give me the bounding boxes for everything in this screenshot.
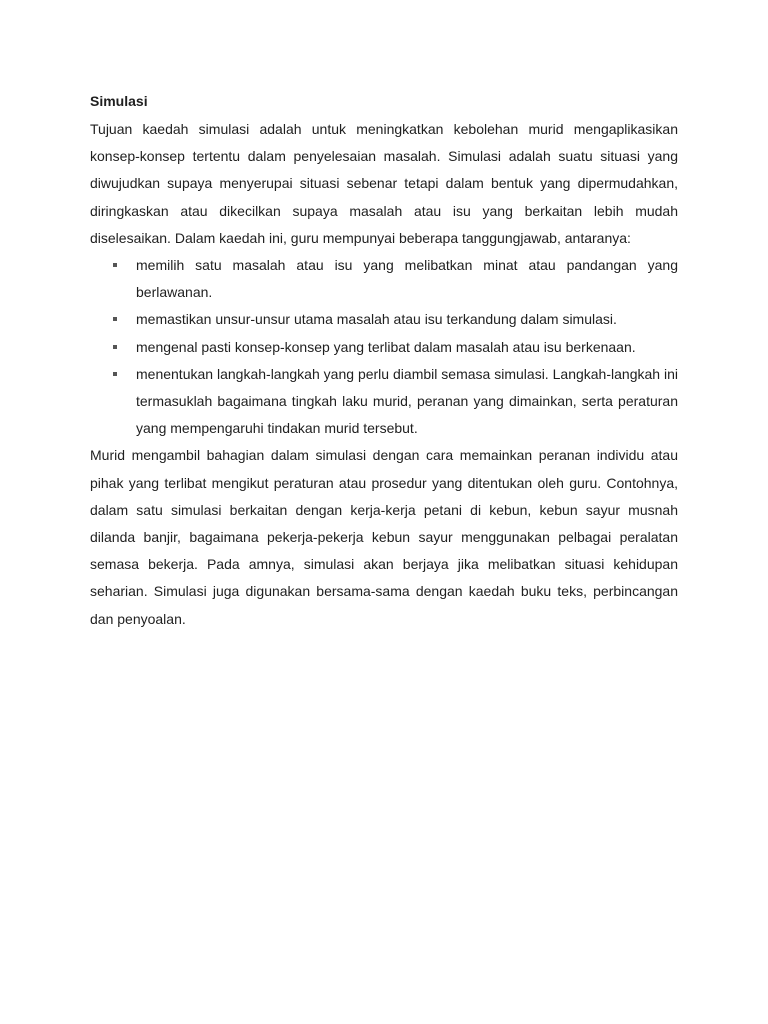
document-page (90, 88, 678, 633)
closing-paragraph: Murid mengambil bahagian dalam simulasi dengan cara memainkan peranan individu atau pihak yang terlibat mengikut peraturan atau prosedur yang ditentukan oleh guru. Contohnya, dalam satu simulasi berkaitan dengan kerja-kerja petani di kebun, kebun sayur musnah dilanda banjir, bagaimana pekerja-pekerja kebun sayur menggunakan pelbagai peralatan semasa bekerja. Pada amnya, simulasi akan berjaya jika melibatkan situasi kehidupan seharian. Simulasi juga digunakan bersama-sama dengan kaedah buku teks, perbincangan dan penyoalan. (90, 447, 678, 627)
section-title: Simulasi (90, 93, 148, 109)
list-item (90, 252, 678, 306)
square-bullet-icon (113, 372, 117, 376)
list-item-text: memilih satu masalah atau isu yang melibatkan minat atau pandangan yang berlawanan. (136, 257, 678, 301)
list-item-text: menentukan langkah-langkah yang perlu diambil semasa simulasi. Langkah-langkah ini termasuklah bagaimana tingkah laku murid, peranan yang dimainkan, serta peraturan yang mempengaruhi tindakan murid tersebut. (136, 365, 678, 437)
square-bullet-icon (113, 345, 117, 349)
list-item-text: memastikan unsur-unsur utama masalah atau isu terkandung dalam simulasi. (136, 311, 617, 328)
intro-paragraph: Tujuan kaedah simulasi adalah untuk meningkatkan kebolehan murid mengaplikasikan konsep-konsep tertentu dalam penyelesaian masalah. Simulasi adalah suatu situasi yang diwujudkan supaya menyerupai situasi sebenar tetapi dalam bentuk yang dipermudahkan, diringkaskan atau dikecilkan supaya masalah atau isu yang berkaitan lebih mudah diselesaikan. Dalam kaedah ini, guru mempunyai beberapa tanggungjawab, antaranya: (90, 121, 678, 246)
list-item (90, 306, 678, 333)
square-bullet-icon (113, 317, 117, 321)
list-item-text: mengenal pasti konsep-konsep yang terlibat dalam masalah atau isu berkenaan. (136, 338, 636, 355)
list-item (90, 361, 678, 443)
square-bullet-icon (113, 263, 117, 267)
list-item (90, 334, 678, 361)
responsibility-list (90, 252, 678, 442)
